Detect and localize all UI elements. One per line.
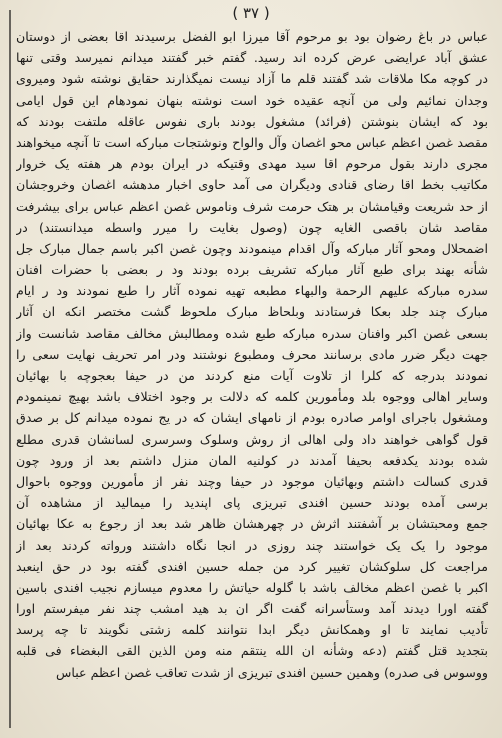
text-line: گفته اورا دیدند آمد وستأسرانه گفت اگر ان بد هید امشب چند نفر میفرستم اورا (16, 601, 488, 617)
text-line: بود که ایشان بنوشتن (فرائد) مشغول بودند باری نفوس عاقله ملتفت بودند که (16, 113, 488, 129)
text-line: از حد شریعت وقیامشان بر هتک حرمت شرف وناموس غصن اعظم عباس برای بیشرفت (16, 198, 488, 214)
text-line: وسایر اهالی ووجوه بلد ومأمورین کلمه که دلالت بر وجود اختلاف باشد بهیچ نمینمودم (16, 389, 488, 405)
text-line: مکاتیب بخط اقا رضای قنادی ودیگران می آمد حاوی اخبار مدهشه اغصان وخروجشان (16, 177, 488, 193)
page-margin-rule (9, 10, 11, 728)
text-line: سدره مبارکه علیهم الرحمة والبهاء مطبعه تهیه نموده آثار را طبع نمودند ود ر ایام (16, 283, 488, 299)
text-line: ووسوس فی صدره) وهمین حسین افندی تبریزی از شدت تعاقب غصن اعظم عباس (56, 664, 488, 680)
text-line: مقصد غصن اعظم عباس محو اغصان وآل والواح ونوشتجات مبارکه است تا آنچه میخواهند (16, 134, 488, 150)
text-line: مراجعت کل سلوکشان تغییر کرد من جمله حسین افندی گفته بود در حق اینعبد (16, 558, 488, 574)
page-body-text (16, 26, 488, 683)
text-line: بتجدید قتل گفتم (دعه وشأنه ان الله ینتقم منه ومن الذین القی البغضاء فی قلبه (16, 643, 488, 659)
text-line: اکبر با غصن اعظم مخالف باشد با گلوله حیاتش را معدوم میسازم نجیب افندی باسین (16, 579, 488, 595)
text-line: تأدیب نمایند تا او وهمکانش دیگر ابدا نتوانند کلمه زشتی نگویند تا چه پرسد (16, 622, 488, 638)
text-line: برسی آمده بودند حسین افندی تبریزی پای اپندید را میمالید از مشاهده آن (16, 495, 488, 511)
text-line: موجود را یک یک خواستند چند روزی در انجا نگاه داشتند ورواته کردند بعد از (16, 537, 488, 553)
text-line: شده بودند یکدفعه بحیفا آمدند در کولنیه المان منزل داشتم بعد از ورود چون (16, 452, 488, 468)
text-line: عشق آباد عرایضی عرض کرده اند رسید. گفتم خبر گفتند میدانم نمیرسد وقتی تنها (16, 50, 488, 66)
text-line: ومشغول باجرای اوامر صادره بودم از نامهای ایشان که در یج نموده میدانم کل بر صدق (16, 410, 488, 426)
text-line: جمع ومحبتشان بر آشفتند اثرش در چهرهشان ظاهر شد بعد از رجوع به عکا بهائیان (16, 516, 488, 532)
text-line: قول گواهی خواهند داد ولی اهالی از روش وسلوک وسرسری لسانشان قدری مطلع (16, 431, 488, 447)
page-number: ( ٣٧ ) (232, 4, 270, 22)
text-line: در کوچه مکا ملاقات شد گفتند قلم ما آزاد نیست نمیگذارند حقایق نوشته شود ومیروی (16, 71, 488, 87)
text-line: مجری دارند بقول مرحوم اقا سید مهدی وقتیکه در ایران بودم هر هفته یک خروار (16, 156, 488, 172)
text-line: عباس در باغ رضوان بود بو مرحوم آقا میرزا ابو الفضل برسیدند اقا بعضی از دوستان (16, 29, 488, 44)
text-line: اضمحلال ومحو آثار مبارکه وآل اقدام مینمودند وچون غصن اکبر باسم جمال مبارک جل (16, 240, 488, 256)
text-line: مبارک چند جلد بعکا فرستادند وبلحاظ مبارک ملحوظ گشت مختصر انکه ان آثار (16, 304, 488, 320)
text-line: قدری کسالت داشتم وبهائیان موجود در حیفا وچند نفر از مأمورین ووجوه باحوال (16, 473, 488, 489)
text-line: وجدان نمائیم ولی من آنچه عقیده خود است نوشته بنهان نمودهام این قول ایامی (16, 92, 488, 108)
text-line: جهت دیگر ضرر مادی برسانند محرف ومطبوع نوشتند ودر امر تحریف نهایت سعی را (16, 346, 488, 362)
text-line: مقاصد شان باقصی الغایه چون (وصول بغایت را میرر واسطه میدانستند) در (16, 219, 488, 235)
text-line: نمودند بدرجه که کلرا از تلاوت آیات منع کردند من در حیفا بعجوچه با بهائیان (16, 368, 488, 383)
text-line: بسعی غصن اکبر وافنان سدره مبارکه طبع شده ومطالبش مخالف مقاصد شانست واز (16, 325, 488, 341)
text-line: شأنه بهند برای طبع آثار مبارکه تشریف برده بودند ود ر بعضی با حضرات افنان (16, 262, 488, 278)
